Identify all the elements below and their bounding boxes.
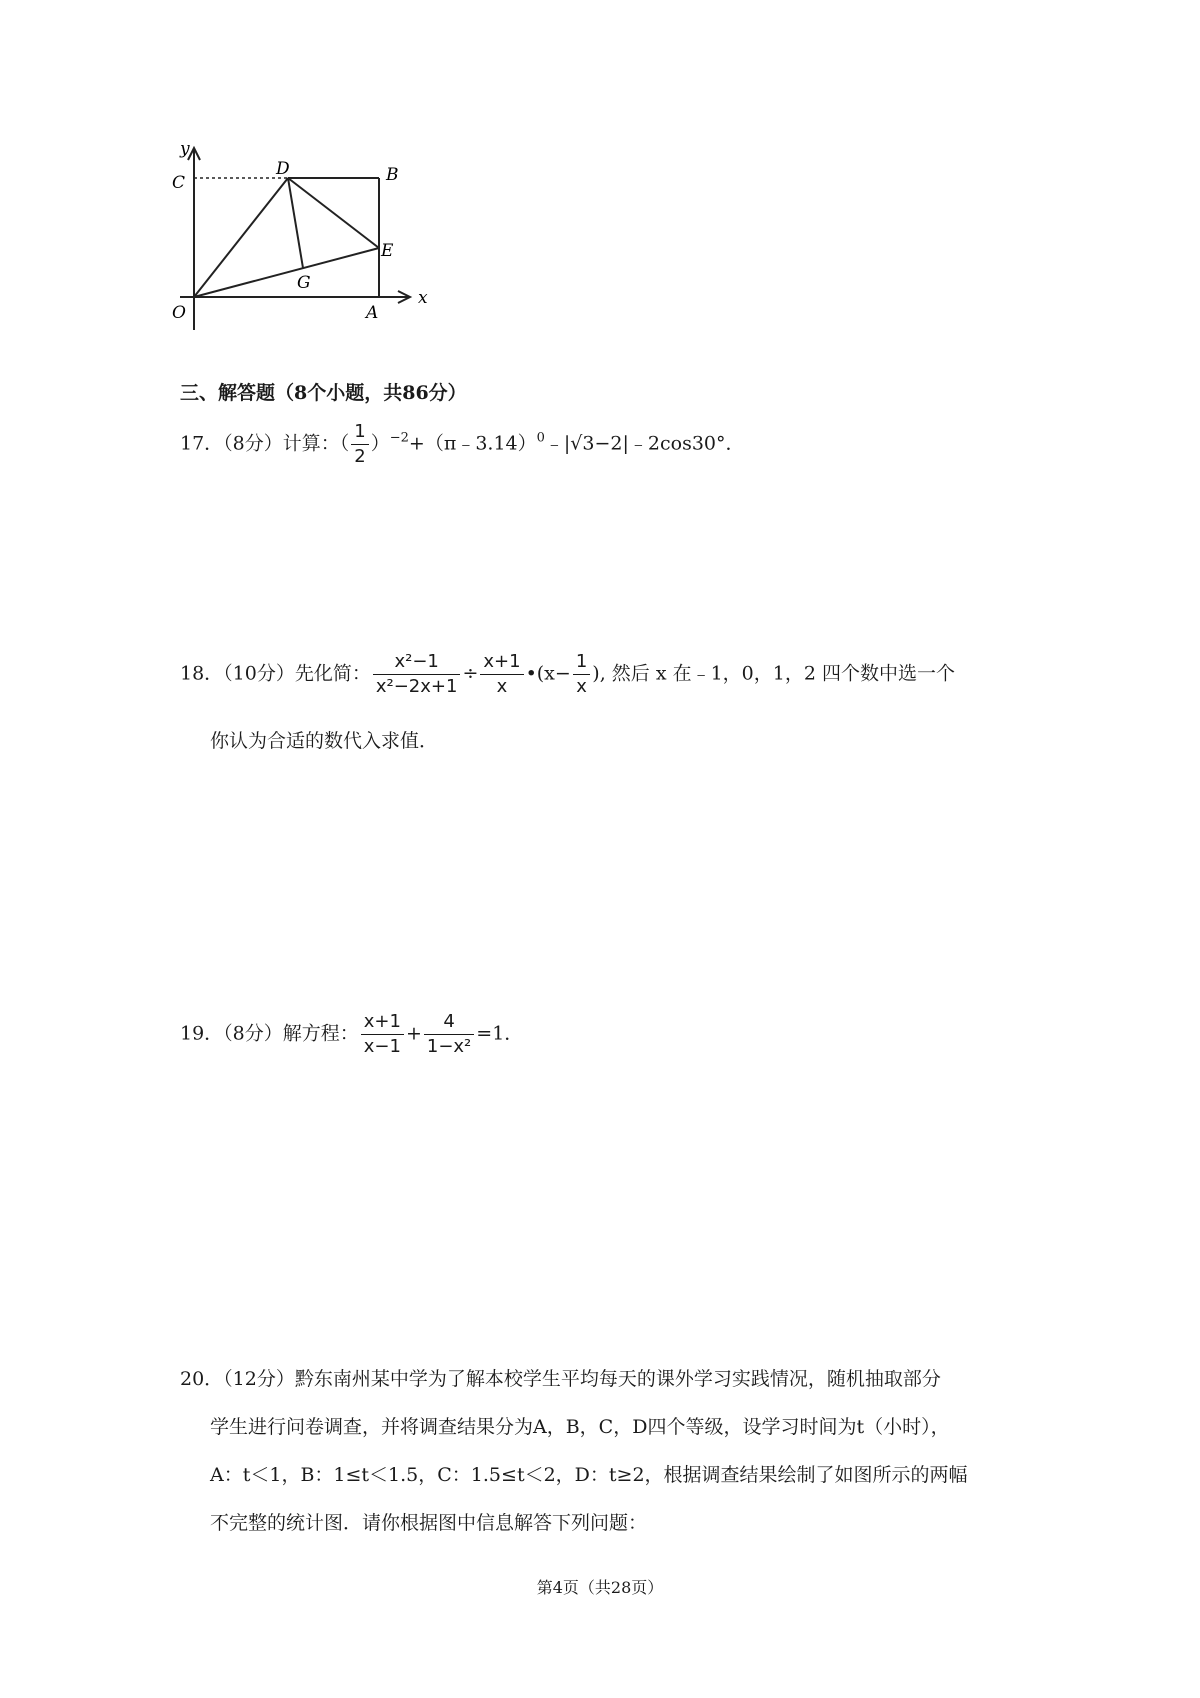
q19-f1-den: x−1	[361, 1034, 404, 1059]
q17-exp1: −2	[389, 430, 409, 446]
q17-frac-den: 2	[351, 444, 368, 469]
label-x: x	[418, 288, 428, 308]
q17-tail: ﹣|√3−2|﹣2cos30°．	[544, 432, 745, 455]
q17-paren-close: ）	[370, 432, 390, 455]
question-19	[180, 1010, 523, 1059]
section-heading: 三、解答题（8个小题，共86分）	[180, 382, 467, 404]
q17-mid: +（π﹣3.14）	[408, 432, 537, 455]
page-footer: 第4页（共28页）	[536, 1578, 664, 1597]
question-18-line-2: 你认为合适的数代入求值．	[210, 730, 439, 752]
q19-tail: =1．	[476, 1022, 524, 1045]
q18-div: ÷	[462, 662, 479, 685]
q18-dot: •(x−	[525, 662, 571, 685]
label-c: C	[172, 173, 186, 193]
segment-de	[288, 178, 379, 248]
q18-fraction-2	[480, 650, 523, 699]
question-18	[180, 650, 955, 699]
label-o: O	[172, 303, 186, 323]
q18-f3-den: x	[573, 674, 590, 699]
q19-f2-den: 1−x²	[424, 1034, 474, 1059]
q18-f1-num: x²−1	[394, 651, 439, 672]
label-g: G	[297, 273, 311, 293]
q17-fraction	[351, 420, 368, 469]
geometry-figure	[170, 140, 460, 355]
q18-f2-num: x+1	[483, 651, 521, 672]
q18-f1-den: x²−2x+1	[373, 674, 461, 699]
q17-prefix: 17．（8分）计算：（	[180, 432, 350, 455]
question-20-line-4: 不完整的统计图．请你根据图中信息解答下列问题：	[210, 1512, 648, 1534]
q19-prefix: 19．（8分）解方程：	[180, 1022, 359, 1045]
label-b: B	[386, 165, 399, 185]
label-e: E	[381, 241, 394, 261]
label-y: y	[180, 140, 190, 159]
label-d: D	[276, 159, 290, 179]
q18-f3-num: 1	[575, 651, 588, 672]
question-20-line-2: 学生进行问卷调查，并将调查结果分为A，B，C，D四个等级，设学习时间为t（小时），	[210, 1416, 950, 1438]
q19-plus: +	[405, 1022, 422, 1045]
segment-dg	[288, 178, 303, 268]
q18-fraction-3	[573, 650, 590, 699]
q19-f1-num: x+1	[363, 1011, 401, 1032]
q18-prefix: 18．（10分）先化简：	[180, 662, 371, 685]
q17-frac-num: 1	[354, 421, 366, 442]
question-17	[180, 420, 745, 469]
q18-after: ), 然后 x 在﹣1，0，1，2 四个数中选一个	[592, 662, 955, 685]
q19-f2-num: 4	[443, 1011, 455, 1032]
q19-fraction-2	[424, 1010, 474, 1059]
q18-f2-den: x	[480, 674, 523, 699]
q18-fraction-1	[373, 650, 461, 699]
q17-exp2: 0	[536, 430, 545, 446]
q19-fraction-1	[361, 1010, 404, 1059]
question-20-line-3: A：t＜1，B：1≤t＜1.5，C：1.5≤t＜2，D：t≥2，根据调查结果绘制了如图所示的两幅	[210, 1464, 968, 1486]
label-a: A	[366, 303, 379, 323]
segment-od	[194, 178, 288, 297]
segment-oe	[194, 248, 379, 297]
question-20-line-1: 20．（12分）黔东南州某中学为了解本校学生平均每天的课外学习实践情况，随机抽取部分	[180, 1368, 941, 1390]
